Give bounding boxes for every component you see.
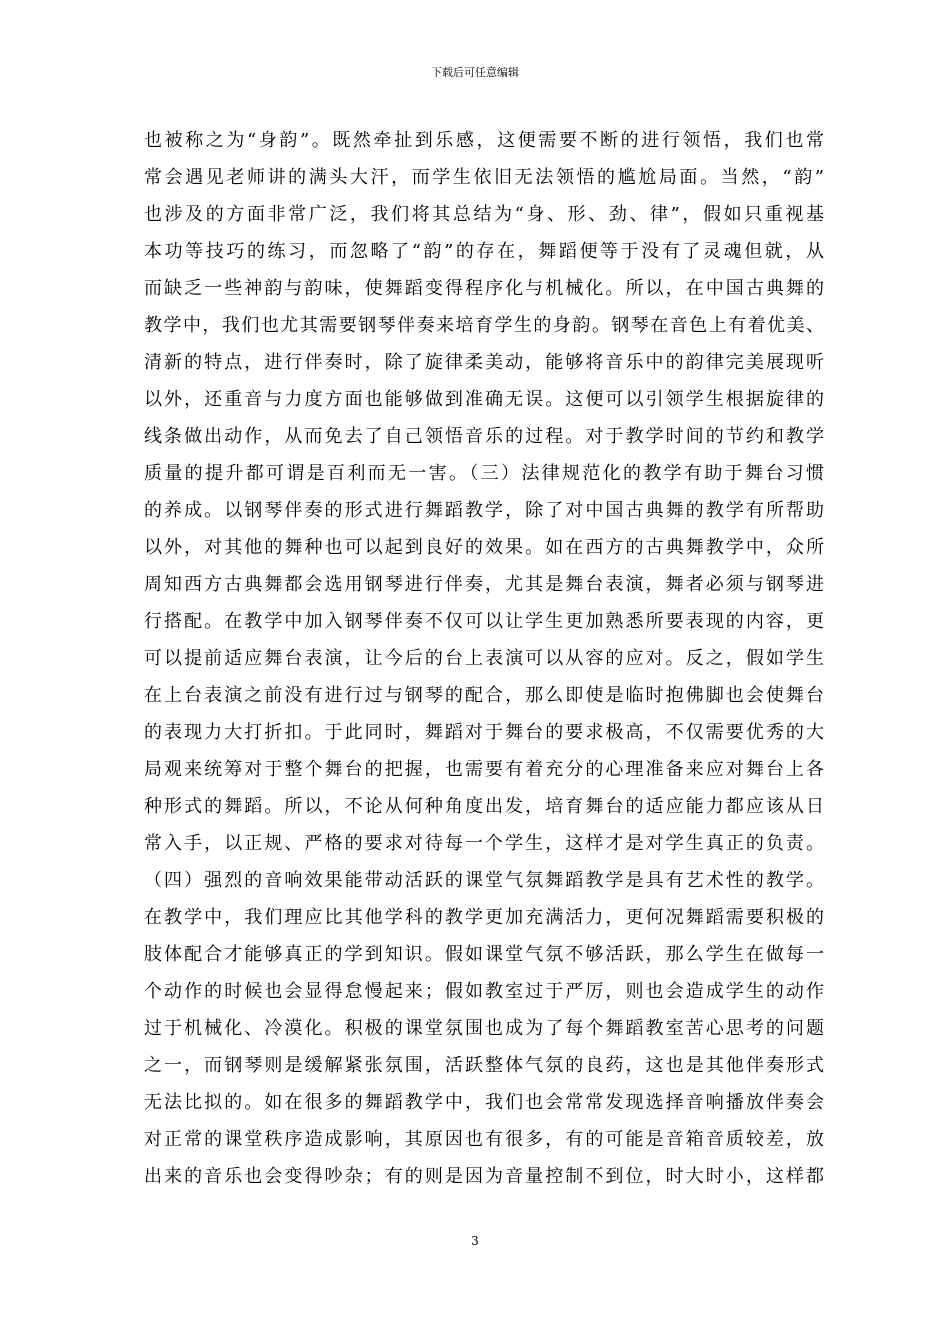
text-line: 的养成。以钢琴伴奏的形式进行舞蹈教学，除了对中国古典舞的教学有所帮助 bbox=[144, 500, 824, 521]
text-line: 本功等技巧的练习，而忽略了“韵”的存在，舞蹈便等于没有了灵魂但就，从 bbox=[144, 241, 824, 262]
text-line: 肢体配合才能够真正的学到知识。假如课堂气氛不够活跃，那么学生在做每一 bbox=[144, 944, 824, 965]
text-line: 以外，还重音与力度方面也能够做到准确无误。这便可以引领学生根据旋律的 bbox=[144, 389, 824, 410]
text-line: 在上台表演之前没有进行过与钢琴的配合，那么即使是临时抱佛脚也会使舞台 bbox=[144, 685, 824, 706]
text-line: 教学中，我们也尤其需要钢琴伴奏来培育学生的身韵。钢琴在音色上有着优美、 bbox=[144, 315, 824, 336]
text-line: 线条做出动作，从而免去了自己领悟音乐的过程。对于教学时间的节约和教学 bbox=[144, 426, 824, 447]
text-line: 在教学中，我们理应比其他学科的教学更加充满活力，更何况舞蹈需要积极的 bbox=[144, 907, 824, 928]
body-text bbox=[144, 122, 824, 1195]
text-line: 清新的特点，进行伴奏时，除了旋律柔美动，能够将音乐中的韵律完美展现听 bbox=[144, 352, 824, 373]
text-line: 过于机械化、冷漠化。积极的课堂氛围也成为了每个舞蹈教室苦心思考的问题 bbox=[144, 1018, 824, 1039]
text-line: 以外，对其他的舞种也可以起到良好的效果。如在西方的古典舞教学中，众所 bbox=[144, 537, 824, 558]
text-line: 的表现力大打折扣。于此同时，舞蹈对于舞台的要求极高，不仅需要优秀的大 bbox=[144, 722, 824, 743]
text-line: 也被称之为“身韵”。既然牵扯到乐感，这便需要不断的进行领悟，我们也常 bbox=[144, 130, 824, 151]
text-line: 之一，而钢琴则是缓解紧张氛围，活跃整体气氛的良药，这也是其他伴奏形式 bbox=[144, 1055, 824, 1076]
text-line: 周知西方古典舞都会选用钢琴进行伴奏，尤其是舞台表演，舞者必须与钢琴进 bbox=[144, 574, 824, 595]
text-line: 种形式的舞蹈。所以，不论从何种角度出发，培育舞台的适应能力都应该从日 bbox=[144, 796, 824, 817]
text-line: （四）强烈的音响效果能带动活跃的课堂气氛舞蹈教学是具有艺术性的教学。 bbox=[144, 870, 824, 891]
text-line: 局观来统筹对于整个舞台的把握，也需要有着充分的心理准备来应对舞台上各 bbox=[144, 759, 824, 780]
text-line: 也涉及的方面非常广泛，我们将其总结为“身、形、劲、律”，假如只重视基 bbox=[144, 204, 824, 225]
text-line: 对正常的课堂秩序造成影响，其原因也有很多，有的可能是音箱音质较差，放 bbox=[144, 1129, 824, 1150]
text-line: 个动作的时候也会显得怠慢起来；假如教室过于严厉，则也会造成学生的动作 bbox=[144, 981, 824, 1002]
text-line: 常入手，以正规、严格的要求对待每一个学生，这样才是对学生真正的负责。 bbox=[144, 833, 824, 854]
page-number: 3 bbox=[471, 1234, 479, 1248]
text-line: 可以提前适应舞台表演，让今后的台上表演可以从容的应对。反之，假如学生 bbox=[144, 648, 824, 669]
page-header: 下载后可任意编辑 bbox=[431, 66, 519, 79]
text-line: 常会遇见老师讲的满头大汗，而学生依旧无法领悟的尴尬局面。当然，“韵” bbox=[144, 167, 824, 188]
text-line: 无法比拟的。如在很多的舞蹈教学中，我们也会常常发现选择音响播放伴奏会 bbox=[144, 1092, 824, 1113]
text-line: 行搭配。在教学中加入钢琴伴奏不仅可以让学生更加熟悉所要表现的内容，更 bbox=[144, 611, 824, 632]
text-line: 而缺乏一些神韵与韵味，使舞蹈变得程序化与机械化。所以，在中国古典舞的 bbox=[144, 278, 824, 299]
text-line: 出来的音乐也会变得吵杂；有的则是因为音量控制不到位，时大时小，这样都 bbox=[144, 1166, 824, 1187]
text-line: 质量的提升都可谓是百利而无一害。（三）法律规范化的教学有助于舞台习惯 bbox=[144, 463, 824, 484]
